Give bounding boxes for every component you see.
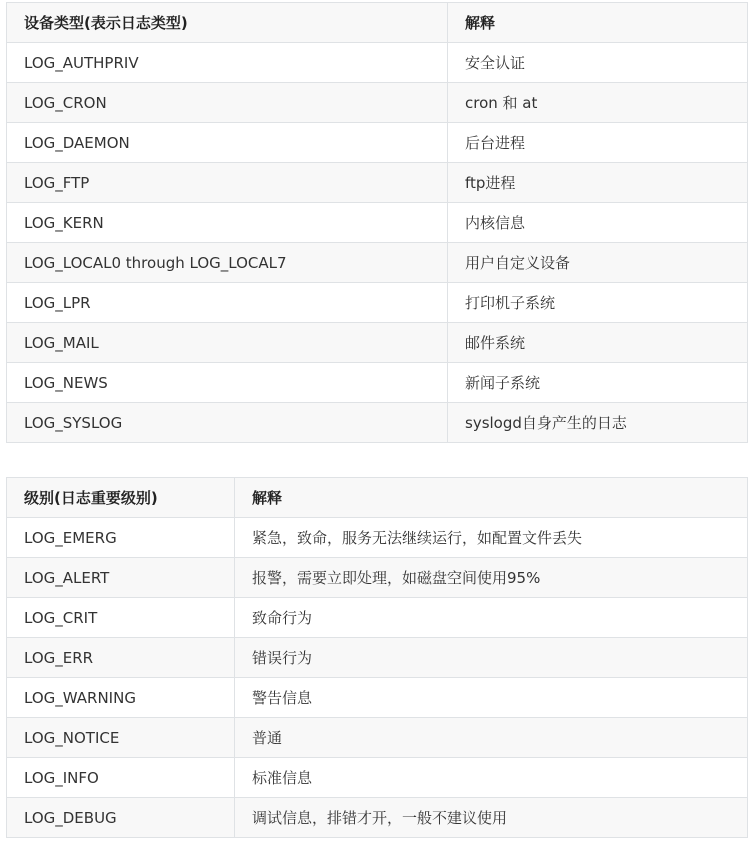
facility-cell: LOG_KERN bbox=[7, 203, 448, 243]
facility-cell: LOG_MAIL bbox=[7, 323, 448, 363]
explanation-cell: 错误行为 bbox=[235, 638, 748, 678]
facility-cell: LOG_NEWS bbox=[7, 363, 448, 403]
level-table bbox=[6, 477, 748, 838]
table-header-row bbox=[7, 478, 748, 518]
explanation-cell: 安全认证 bbox=[448, 43, 748, 83]
table-row bbox=[7, 518, 748, 558]
table-row bbox=[7, 363, 748, 403]
table-row bbox=[7, 558, 748, 598]
explanation-cell: 警告信息 bbox=[235, 678, 748, 718]
explanation-cell: 内核信息 bbox=[448, 203, 748, 243]
facility-cell: LOG_AUTHPRIV bbox=[7, 43, 448, 83]
table-row bbox=[7, 718, 748, 758]
table-row bbox=[7, 323, 748, 363]
column-header-facility: 设备类型(表示日志类型) bbox=[7, 3, 448, 43]
explanation-cell: 邮件系统 bbox=[448, 323, 748, 363]
explanation-cell: 报警，需要立即处理，如磁盘空间使用95% bbox=[235, 558, 748, 598]
facility-cell: LOG_DAEMON bbox=[7, 123, 448, 163]
explanation-cell: 普通 bbox=[235, 718, 748, 758]
explanation-cell: 打印机子系统 bbox=[448, 283, 748, 323]
facility-cell: LOG_LPR bbox=[7, 283, 448, 323]
table-row bbox=[7, 678, 748, 718]
column-header-explanation: 解释 bbox=[448, 3, 748, 43]
table-row bbox=[7, 403, 748, 443]
explanation-cell: 新闻子系统 bbox=[448, 363, 748, 403]
table-header-row bbox=[7, 3, 748, 43]
facility-cell: LOG_LOCAL0 through LOG_LOCAL7 bbox=[7, 243, 448, 283]
table-row bbox=[7, 638, 748, 678]
level-cell: LOG_ERR bbox=[7, 638, 235, 678]
table-row bbox=[7, 163, 748, 203]
level-cell: LOG_DEBUG bbox=[7, 798, 235, 838]
explanation-cell: ftp进程 bbox=[448, 163, 748, 203]
level-cell: LOG_ALERT bbox=[7, 558, 235, 598]
facility-cell: LOG_SYSLOG bbox=[7, 403, 448, 443]
explanation-cell: 调试信息，排错才开，一般不建议使用 bbox=[235, 798, 748, 838]
table-row bbox=[7, 83, 748, 123]
facility-cell: LOG_CRON bbox=[7, 83, 448, 123]
column-header-level: 级别(日志重要级别) bbox=[7, 478, 235, 518]
facility-table bbox=[6, 2, 748, 443]
explanation-cell: 紧急，致命，服务无法继续运行，如配置文件丢失 bbox=[235, 518, 748, 558]
level-cell: LOG_INFO bbox=[7, 758, 235, 798]
level-cell: LOG_CRIT bbox=[7, 598, 235, 638]
table-row bbox=[7, 203, 748, 243]
table-row bbox=[7, 283, 748, 323]
explanation-cell: cron 和 at bbox=[448, 83, 748, 123]
table-row bbox=[7, 43, 748, 83]
table-row bbox=[7, 758, 748, 798]
table-row bbox=[7, 598, 748, 638]
table-row bbox=[7, 243, 748, 283]
explanation-cell: 后台进程 bbox=[448, 123, 748, 163]
level-cell: LOG_EMERG bbox=[7, 518, 235, 558]
explanation-cell: 标准信息 bbox=[235, 758, 748, 798]
explanation-cell: syslogd自身产生的日志 bbox=[448, 403, 748, 443]
column-header-explanation: 解释 bbox=[235, 478, 748, 518]
table-row bbox=[7, 798, 748, 838]
level-cell: LOG_NOTICE bbox=[7, 718, 235, 758]
explanation-cell: 致命行为 bbox=[235, 598, 748, 638]
facility-cell: LOG_FTP bbox=[7, 163, 448, 203]
level-cell: LOG_WARNING bbox=[7, 678, 235, 718]
table-row bbox=[7, 123, 748, 163]
explanation-cell: 用户自定义设备 bbox=[448, 243, 748, 283]
